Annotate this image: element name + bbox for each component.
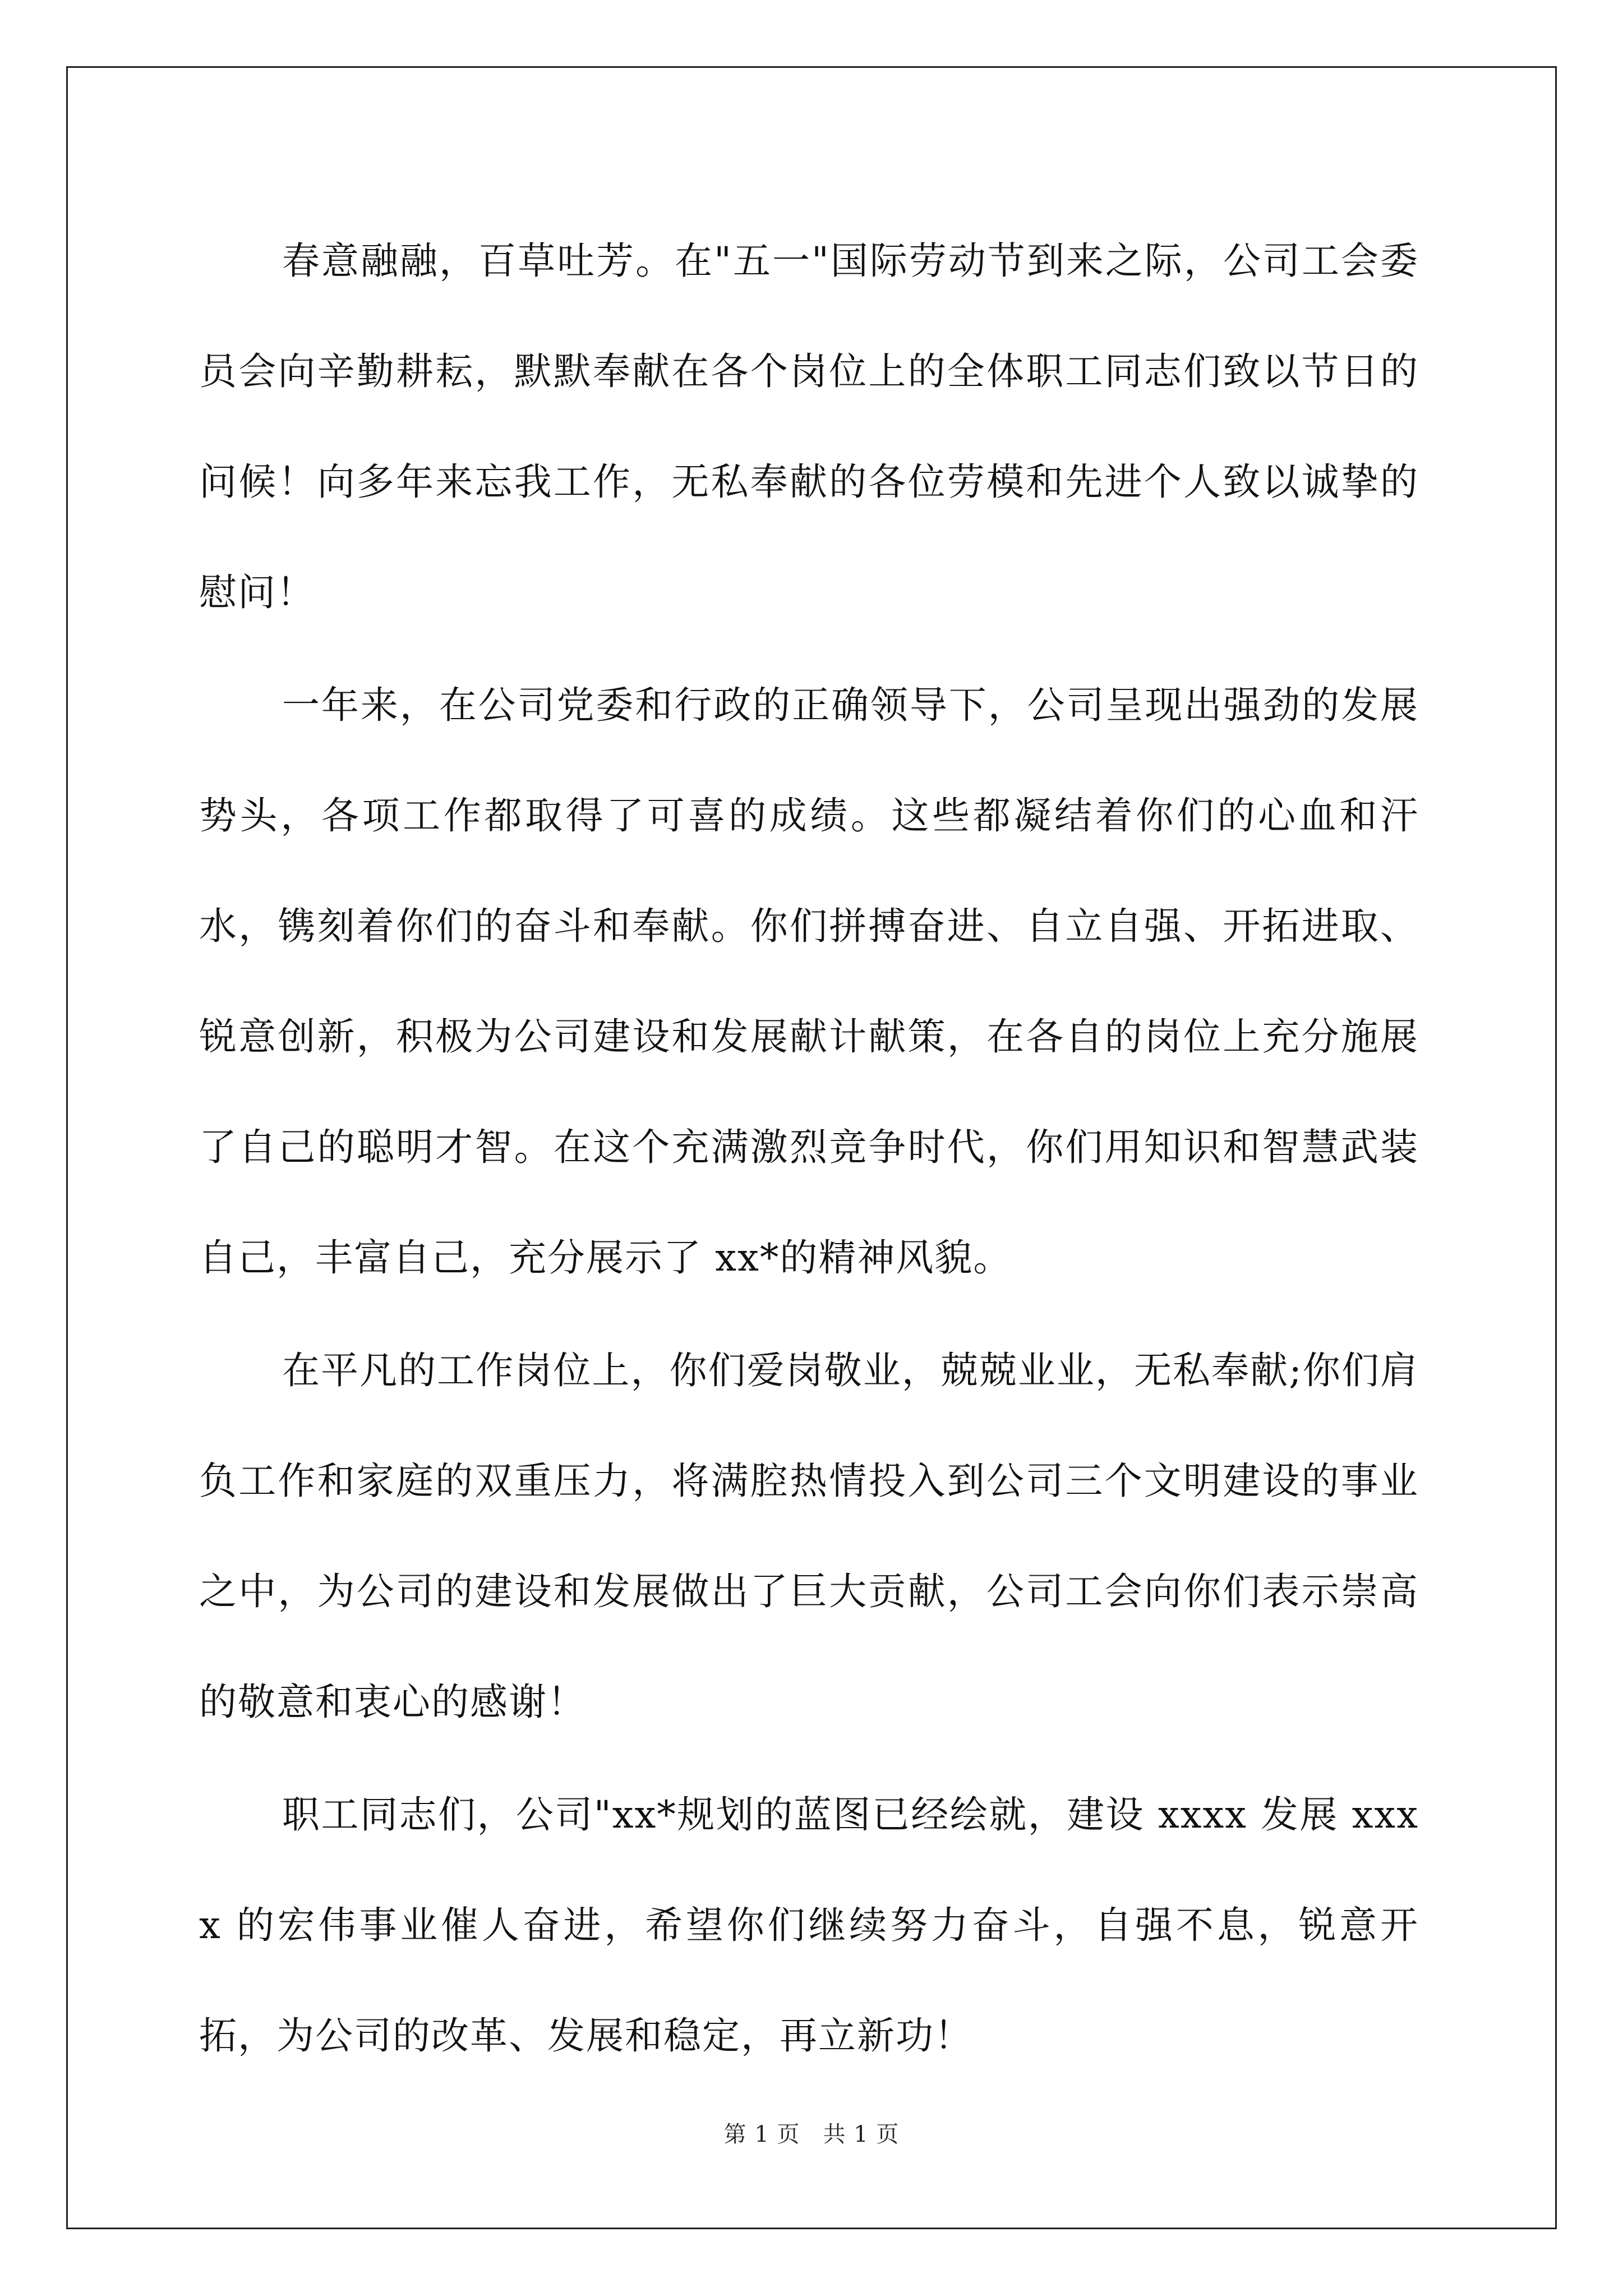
paragraph-dedication: 在平凡的工作岗位上，你们爱岗敬业，兢兢业业，无私奉献;你们肩负工作和家庭的双重压力，将满腔热情投入到公司三个文明建设的事业之中，为公司的建设和发展做出了巨大贡献，公司工会向你们表示崇高的敬意和衷心的感谢！ — [199, 1349, 1419, 1724]
paragraph-call-to-action: 职工同志们，公司"xx*规划的蓝图已经绘就，建设 xxxx 发展 xxxx 的宏伟事业催人奋进，希望你们继续努力奋斗，自强不息，锐意开拓，为公司的改革、发展和稳定，再立新功！ — [199, 1793, 1419, 2058]
paragraph-greeting: 春意融融，百草吐芳。在"五一"国际劳动节到来之际，公司工会委员会向辛勤耕耘，默默奉献在各个岗位上的全体职工同志们致以节日的问候！向多年来忘我工作，无私奉献的各位劳模和先进个人致以诚挚的慰问！ — [199, 239, 1419, 614]
page-number-footer: 第 1 页 共 1 页 — [723, 2122, 900, 2147]
paragraph-achievements: 一年来，在公司党委和行政的正确领导下，公司呈现出强劲的发展势头，各项工作都取得了可喜的成绩。这些都凝结着你们的心血和汗水，镌刻着你们的奋斗和奉献。你们拼搏奋进、自立自强、开拓进取、锐意创新，积极为公司建设和发展献计献策，在各自的岗位上充分施展了自己的聪明才智。在这个充满激烈竞争时代，你们用知识和智慧武装自己，丰富自己，充分展示了 xx*的精神风貌。 — [199, 683, 1419, 1280]
document-body — [199, 206, 1419, 2093]
